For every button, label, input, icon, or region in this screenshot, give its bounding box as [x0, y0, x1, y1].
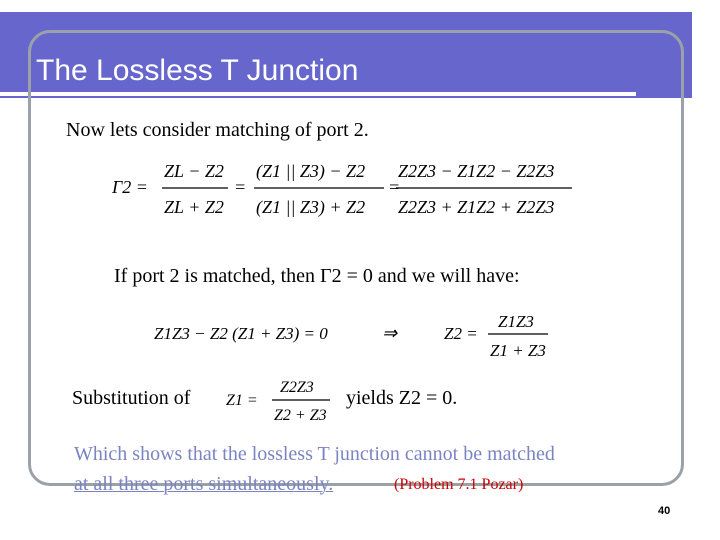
conclusion-line-2: at all three ports simultaneously. [74, 473, 334, 495]
z1-lhs: Z1 = [226, 392, 258, 409]
fraction2-denominator: (Z1 || Z3) + Z2 [256, 197, 366, 217]
z2-denominator: Z1 + Z3 [490, 341, 546, 360]
reference-note: (Problem 7.1 Pozar) [394, 476, 524, 493]
substitution-prefix: Substitution of [72, 387, 191, 409]
substitution-result: yields Z2 = 0. [346, 387, 458, 409]
z2-numerator: Z1Z3 [498, 312, 534, 331]
equals-sign: = [234, 177, 247, 197]
z1-numerator: Z2Z3 [280, 379, 314, 396]
conclusion-line-1: Which shows that the lossless T junction cannot be matched [74, 443, 555, 465]
fraction1-denominator: ZL + Z2 [164, 197, 224, 217]
fraction2-numerator: (Z1 || Z3) − Z2 [256, 161, 366, 181]
condition-expression: Z1Z3 − Z2 (Z1 + Z3) = 0 [154, 324, 328, 343]
fraction1-numerator: ZL − Z2 [164, 161, 224, 181]
z2-lhs: Z2 = [444, 324, 478, 343]
content-frame [28, 30, 684, 486]
z1-denominator: Z2 + Z3 [274, 407, 327, 424]
z1-equation [224, 372, 336, 428]
page-number: 40 [658, 505, 671, 517]
intro-text: Now lets consider matching of port 2. [66, 119, 369, 141]
implies-arrow: ⇒ [382, 323, 398, 343]
fraction3-denominator: Z2Z3 + Z1Z2 + Z2Z3 [398, 197, 555, 217]
gamma2-lhs: Γ2 = [112, 177, 148, 197]
match-condition-equation [150, 306, 560, 364]
equals-sign: = [388, 177, 401, 197]
fraction3-numerator: Z2Z3 − Z1Z2 − Z2Z3 [398, 161, 555, 181]
gamma2-equation [112, 150, 582, 222]
matched-condition-text: If port 2 is matched, then Γ2 = 0 and we will have: [114, 265, 520, 287]
slide-title: The Lossless T Junction [36, 54, 359, 87]
